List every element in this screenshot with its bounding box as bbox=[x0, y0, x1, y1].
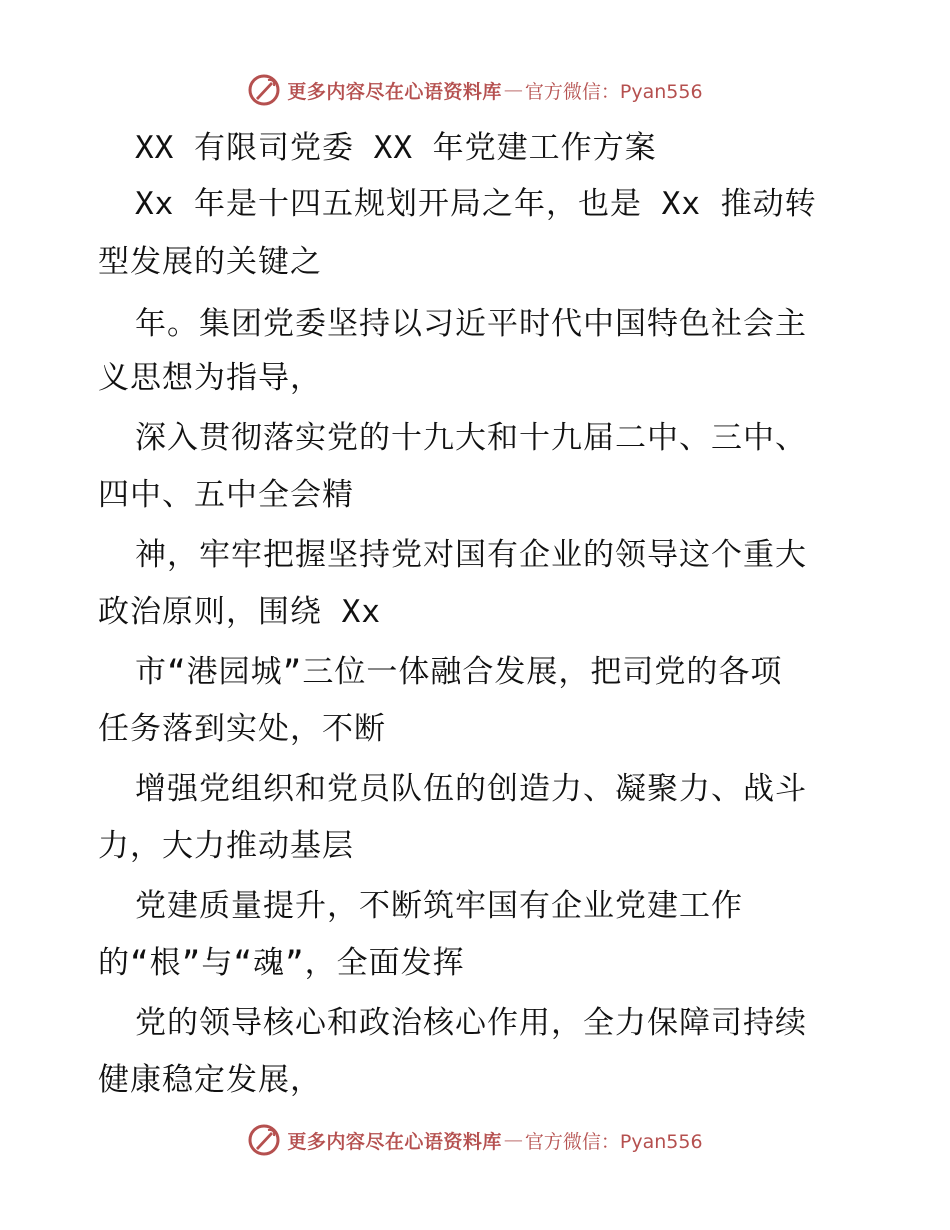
watermark-separator: — bbox=[503, 1129, 523, 1151]
body-line: 政治原则，围绕 Xx bbox=[98, 594, 381, 630]
body-line: 年。集团党委坚持以习近平时代中国特色社会主 bbox=[135, 306, 807, 342]
quill-logo-icon bbox=[247, 1123, 281, 1157]
body-line: 党的领导核心和政治核心作用，全力保障司持续 bbox=[135, 1005, 807, 1041]
body-line: 深入贯彻落实党的十九大和十九届二中、三中、 bbox=[135, 420, 807, 456]
body-line: 神，牢牢把握坚持党对国有企业的领导这个重大 bbox=[135, 537, 807, 573]
watermark-main-text: 更多内容尽在心语资料库 bbox=[287, 80, 502, 103]
body-line: 力，大力推动基层 bbox=[98, 828, 354, 864]
body-line: 的“根”与“魂”，全面发挥 bbox=[98, 945, 465, 981]
watermark-separator: — bbox=[503, 79, 523, 101]
body-line: 四中、五中全会精 bbox=[98, 477, 354, 513]
body-line: Xx 年是十四五规划开局之年，也是 Xx 推动转 bbox=[135, 186, 817, 222]
body-line: 型发展的关键之 bbox=[98, 244, 322, 280]
watermark-footer bbox=[0, 1120, 950, 1160]
document-title: XX 有限司党委 XX 年党建工作方案 bbox=[135, 130, 657, 166]
quill-logo-icon bbox=[247, 73, 281, 107]
body-line: 健康稳定发展， bbox=[98, 1062, 322, 1098]
watermark-header bbox=[0, 70, 950, 110]
body-line: 市“港园城”三位一体融合发展，把司党的各项 bbox=[135, 654, 783, 690]
watermark-wechat-text: 官方微信：Pyan556 bbox=[524, 1130, 703, 1153]
body-line: 义思想为指导， bbox=[98, 360, 322, 396]
body-line: 党建质量提升，不断筑牢国有企业党建工作 bbox=[135, 888, 743, 924]
body-line: 增强党组织和党员队伍的创造力、凝聚力、战斗 bbox=[135, 771, 807, 807]
watermark-main-text: 更多内容尽在心语资料库 bbox=[287, 1130, 502, 1153]
body-line: 任务落到实处，不断 bbox=[98, 711, 386, 747]
watermark-wechat-text: 官方微信：Pyan556 bbox=[524, 80, 703, 103]
